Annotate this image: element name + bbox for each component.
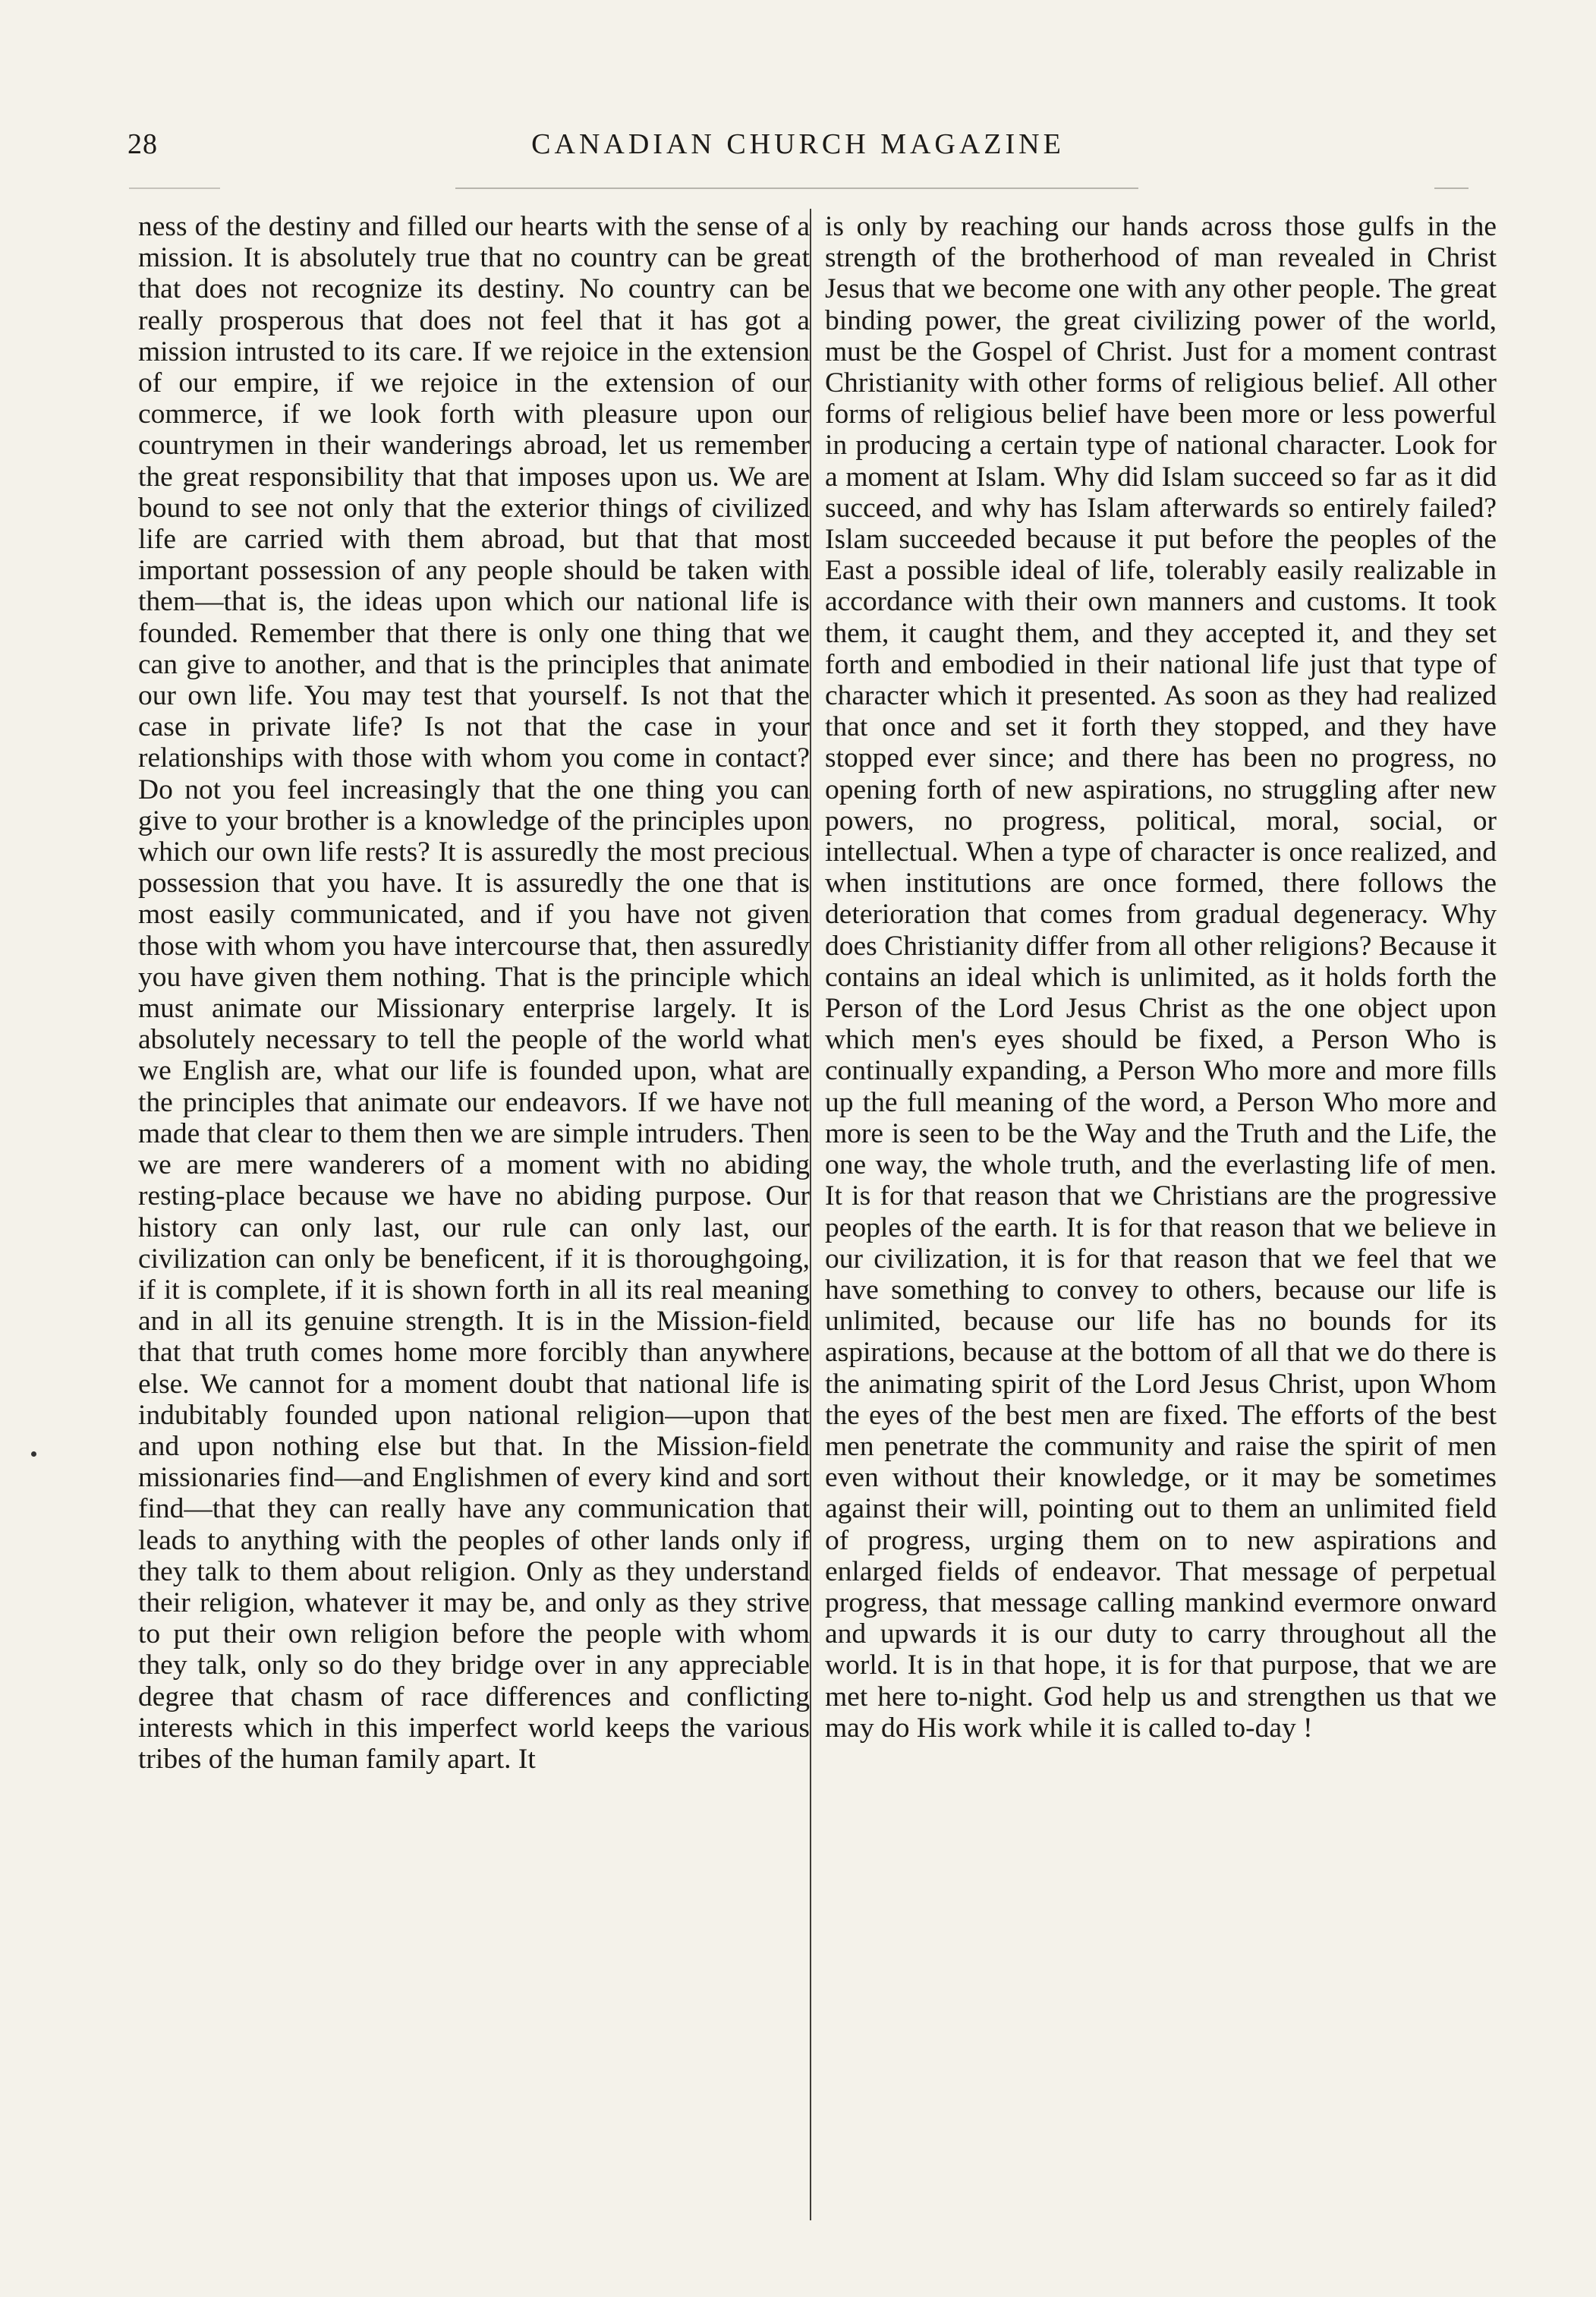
running-head: CANADIAN CHURCH MAGAZINE (531, 128, 1065, 160)
header-rule-right (1434, 187, 1469, 189)
right-column-text: is only by reaching our hands across those gulfs in the strength of the brotherhood of man revealed in Christ Jesus that we become one with any other people. The great binding power, the great civilizing power of the world, must be the Gospel of Christ. Just for a moment contrast Christianity with other forms of religious belief. All other forms of religious belief have been more or less powerful in producing a certain type of national character. Look for a moment at Islam. Why did Islam succeed so far as it did succeed, and why has Islam afterwards so entirely failed? Islam succeeded because it put before the peoples of the East a possible ideal of life, tolerably easily realizable in accordance with their own manners and customs. It took them, it caught them, and they accepted it, and they set forth and embodied in their national life just that type of character which it presented. As soon as they had realized that once and set it forth they stopped, and they have stopped ever since; and there has been no progress, no opening forth of new aspirations, no struggling after new powers, no progress, political, moral, social, or intellectual. When a type of character is once realized, and when institutions are once formed, there follows the deterioration that comes from gradual degeneracy. Why does Christianity differ from all other religions? Because it contains an ideal which is unlimited, as it holds forth the Person of the Lord Jesus Christ as the one object upon which men's eyes should be fixed, a Person Who is continually expanding, a Person Who more and more fills up the full meaning of the word, a Person Who more and more is seen to be the Way and the Truth and the Life, the one way, the whole truth, and the everlasting life of men. It is for that reason that we Christians are the progressive peoples of the earth. It is for that reason that we believe in our civilization, it is for that reason that we feel that we have something to convey to others, because our life is unlimited, because our life has no bounds for its aspirations, because at the bottom of all that we do there is the animating spirit of the Lord Jesus Christ, upon Whom the eyes of the best men are fixed. The efforts of the best men penetrate the community and raise the spirit of men even without their knowledge, or it may be sometimes against their will, pointing out to them an unlimited field of progress, urging them on to new aspirations and enlarged fields of endeavor. That message of perpetual progress, that message calling mankind evermore onward and upwards it is our duty to carry throughout all the world. It is in that hope, it is for that purpose, that we are met here to-night. God help us and strengthen us that we may do His work while it is called to-day ! (825, 211, 1497, 1744)
column-divider (810, 209, 811, 2220)
margin-dot (31, 1451, 36, 1457)
left-column-text: ness of the destiny and filled our hearts with the sense of a mission. It is absolutely true that no country can be great that does not recognize its destiny. No country can be really prosperous that does not feel that it has got a mission intrusted to its care. If we rejoice in the extension of our empire, if we rejoice in the extension of our commerce, if we look forth with pleasure upon our countrymen in their wanderings abroad, let us remember the great responsibility that that imposes upon us. We are bound to see not only that the exterior things of civilized life are carried with them abroad, but that that most important possession of any people should be taken with them—that is, the ideas upon which our national life is founded. Remember that there is only one thing that we can give to another, and that is the principles that animate our own life. You may test that yourself. Is not that the case in private life? Is not that the case in your relationships with those with whom you come in contact? Do not you feel increasingly that the one thing you can give to your brother is a knowledge of the principles upon which our own life rests? It is assuredly the most precious possession that you have. It is assuredly the one that is most easily communicated, and if you have not given those with whom you have intercourse that, then assuredly you have given them nothing. That is the principle which must animate our Missionary enterprise largely. It is absolutely necessary to tell the people of the world what we English are, what our life is founded upon, what are the principles that animate our endeavors. If we have not made that clear to them then we are simple intruders. Then we are mere wanderers of a moment with no abiding resting-place because we have no abiding purpose. Our history can only last, our rule can only last, our civilization can only be beneficent, if it is thoroughgoing, if it is complete, if it is shown forth in all its real meaning and in all its genuine strength. It is in the Mission-field that that truth comes home more forcibly than anywhere else. We cannot for a moment doubt that national life is indubitably founded upon national religion—upon that and upon nothing else but that. In the Mission-field missionaries find—and Englishmen of every kind and sort find—that they can really have any communication that leads to anything with the peoples of other lands only if they talk to them about religion. Only as they understand their religion, whatever it may be, and only as they strive to put their own religion before the people with whom they talk, only so do they bridge over in any appreciable degree that chasm of race differences and conflicting interests which in this imperfect world keeps the various tribes of the human family apart. It (138, 211, 810, 1775)
header-rule-center (455, 187, 1138, 189)
left-column (138, 211, 810, 1775)
page-number: 28 (127, 128, 158, 160)
header-rule-left (129, 187, 220, 189)
page-header (0, 128, 1596, 173)
right-column (825, 211, 1497, 1744)
